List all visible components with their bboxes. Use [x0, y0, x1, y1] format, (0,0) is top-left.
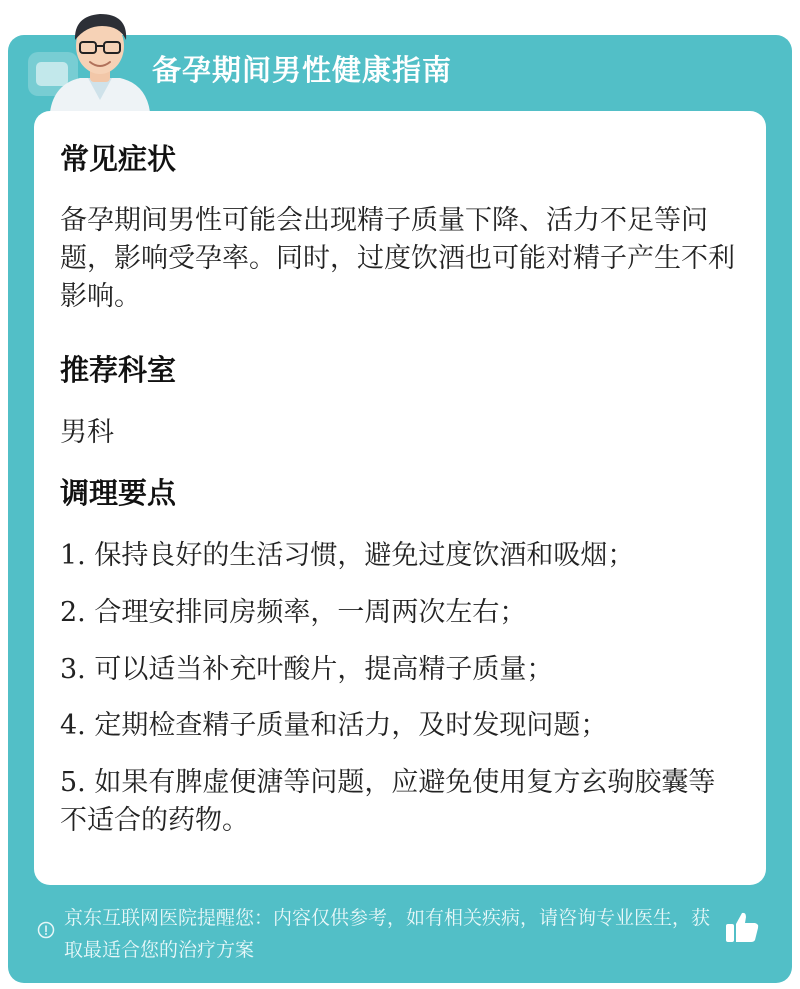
care-item: 2. 合理安排同房频率，一周两次左右； — [60, 597, 527, 628]
symptoms-text: 备孕期间男性可能会出现精子质量下降、活力不足等问题，影响受孕率。同时，过度饮酒也可能对精子产生不利影响。 — [60, 205, 735, 312]
thumbs-up-icon[interactable] — [724, 910, 760, 944]
care-heading: 调理要点 — [60, 476, 177, 510]
department-text: 男科 — [60, 417, 114, 448]
page-title: 备孕期间男性健康指南 — [152, 53, 453, 87]
department-heading: 推荐科室 — [60, 353, 177, 387]
footer-notice: 京东互联网医院提醒您：内容仅供参考，如有相关疾病，请咨询专业医生，获取最适合您的治疗方案 — [64, 907, 711, 961]
care-item: 5. 如果有脾虚便溏等问题，应避免使用复方玄驹胶囊等不适合的药物。 — [60, 767, 716, 836]
care-item: 3. 可以适当补充叶酸片，提高精子质量； — [60, 654, 554, 685]
care-item: 1. 保持良好的生活习惯，避免过度饮酒和吸烟； — [60, 540, 635, 571]
symptoms-heading: 常见症状 — [60, 142, 177, 176]
doctor-avatar-icon — [40, 4, 160, 112]
info-icon — [37, 921, 55, 939]
care-item: 4. 定期检查精子质量和活力，及时发现问题； — [60, 710, 608, 741]
